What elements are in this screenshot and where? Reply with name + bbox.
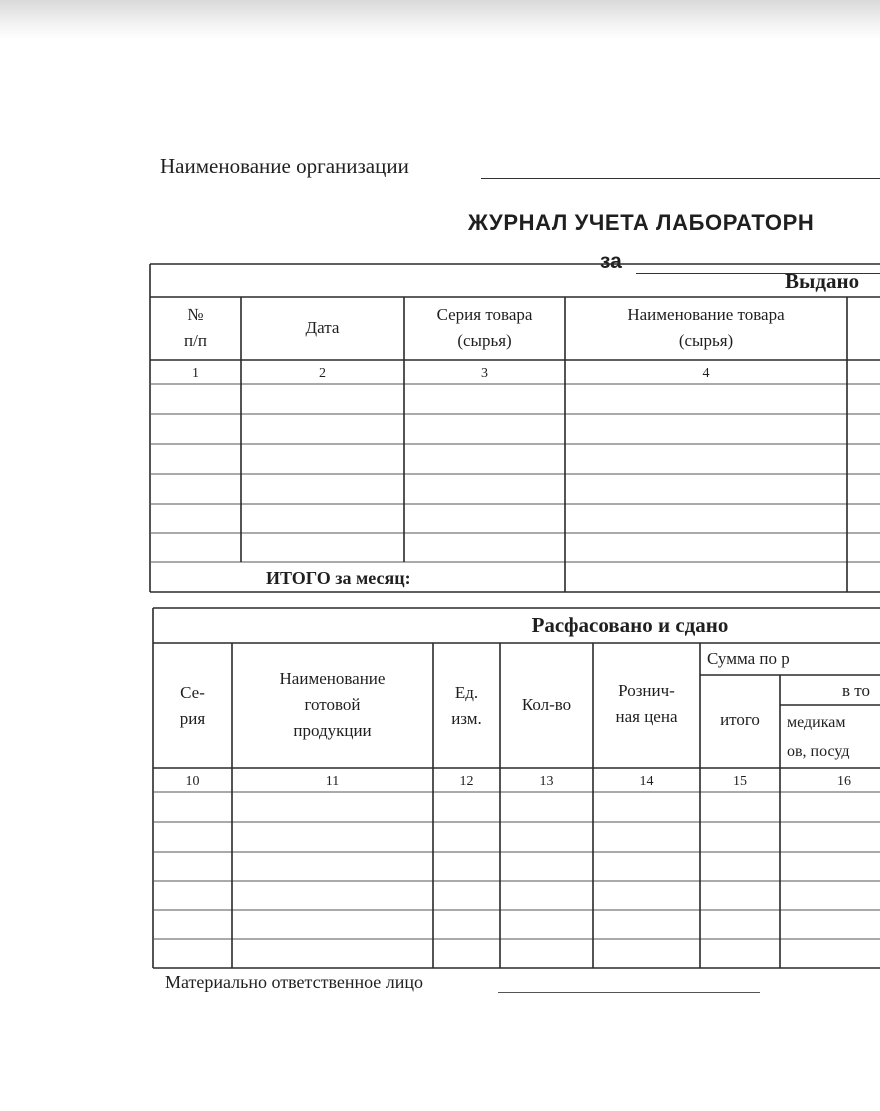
col-product-name-index: 4 [702, 366, 710, 381]
col-date-index: 2 [319, 366, 326, 381]
col-unit-index: 12 [459, 774, 474, 789]
col-batch-header: Серия товара (сырья) [436, 305, 533, 350]
col-retail-price-header [594, 678, 699, 734]
responsible-person-label: Материально ответственное лицо [165, 972, 424, 992]
col-medicines-index: 16 [837, 774, 851, 789]
retail-price-line-2: ная цена [615, 707, 678, 726]
scan-shadow [0, 0, 880, 40]
col-number-index: 1 [192, 366, 199, 381]
col-series-index: 10 [185, 774, 200, 789]
col-unit-header: Ед. изм. [451, 683, 482, 728]
organization-label: Наименование организации [160, 154, 409, 178]
col-retail-price-index: 14 [639, 774, 654, 789]
packed-group-header: Расфасовано и сдано [531, 613, 729, 637]
issued-group-header: Выдано [785, 269, 860, 293]
sum-header: Сумма по р [707, 649, 790, 668]
col-finished-product-header: Наименование готовой продукции [279, 669, 386, 740]
col-quantity-index: 13 [539, 774, 554, 789]
period-label: за [600, 250, 622, 273]
including-header: в то [842, 681, 870, 700]
col-batch-index: 3 [481, 366, 488, 381]
col-date-header: Дата [305, 318, 340, 337]
col-medicines-header: медикам ов, посуд [787, 714, 850, 760]
col-total-index: 15 [733, 774, 747, 789]
col-product-name-header: Наименование товара (сырья) [627, 305, 785, 350]
organization-underline [481, 178, 880, 179]
col-finished-product-index: 11 [325, 774, 340, 789]
journal-title: ЖУРНАЛ УЧЕТА ЛАБОРАТОРН [468, 210, 815, 235]
col-quantity-header: Кол-во [521, 695, 572, 714]
col-series-header: Се- рия [179, 683, 206, 728]
col-number-header: № п/п [184, 305, 207, 350]
retail-price-line-1: Рознич- [618, 681, 675, 700]
monthly-total-label: ИТОГО за месяц: [266, 568, 411, 588]
col-total-header: итого [720, 710, 760, 729]
responsible-person-underline [498, 992, 760, 993]
